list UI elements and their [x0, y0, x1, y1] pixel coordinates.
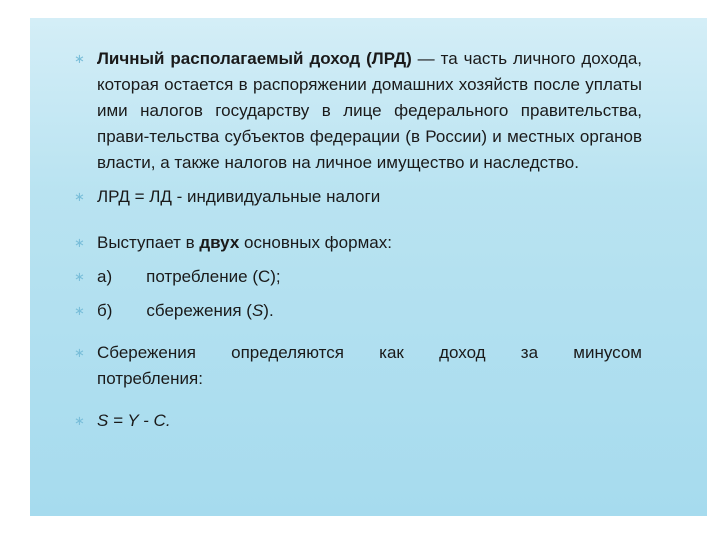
savings-definition-item [72, 340, 642, 392]
consumption-item [72, 264, 642, 290]
savings-item [72, 298, 642, 324]
bullet-icon: ∗ [74, 235, 85, 250]
forms-text-bold: двух [199, 233, 240, 252]
savings-formula: S = Y - C. [97, 411, 171, 430]
formula-text: ЛРД = ЛД - индивидуальные налоги [97, 187, 381, 206]
forms-text-start: Выступает в [97, 233, 200, 252]
bullet-icon: ∗ [74, 51, 85, 66]
forms-item [72, 230, 642, 256]
consumption-marker: а) [97, 267, 113, 286]
bullet-icon: ∗ [74, 303, 85, 318]
definition-text: — та часть личного дохода, которая остается в распоряжении домашних хозяйств после уплаты ими налогов государству в лице федерального правительства, прави-тельства субъектов федерации (в России) и местных органов власти, а также налогов на личное имущество и наследство. [97, 49, 643, 172]
forms-text-end: основных формах: [239, 233, 392, 252]
formula-item [72, 184, 642, 210]
savings-definition-line1: Сбережения определяются как доход за минусом [97, 343, 642, 362]
savings-symbol: S [251, 301, 264, 320]
slide-content [72, 46, 642, 434]
bullet-icon: ∗ [74, 345, 85, 360]
savings-text-end: ). [263, 301, 274, 320]
savings-marker: б) [97, 301, 113, 320]
savings-text-start: сбережения ( [146, 301, 252, 320]
definition-term: Личный располагаемый доход (ЛРД) [97, 49, 412, 68]
definition-item [72, 46, 642, 176]
savings-formula-item [72, 408, 642, 434]
bullet-icon: ∗ [74, 269, 85, 284]
savings-definition-line2: потребления: [97, 369, 203, 388]
bullet-icon: ∗ [74, 189, 85, 204]
bullet-icon: ∗ [74, 413, 85, 428]
consumption-text: потребление (С); [146, 267, 281, 286]
